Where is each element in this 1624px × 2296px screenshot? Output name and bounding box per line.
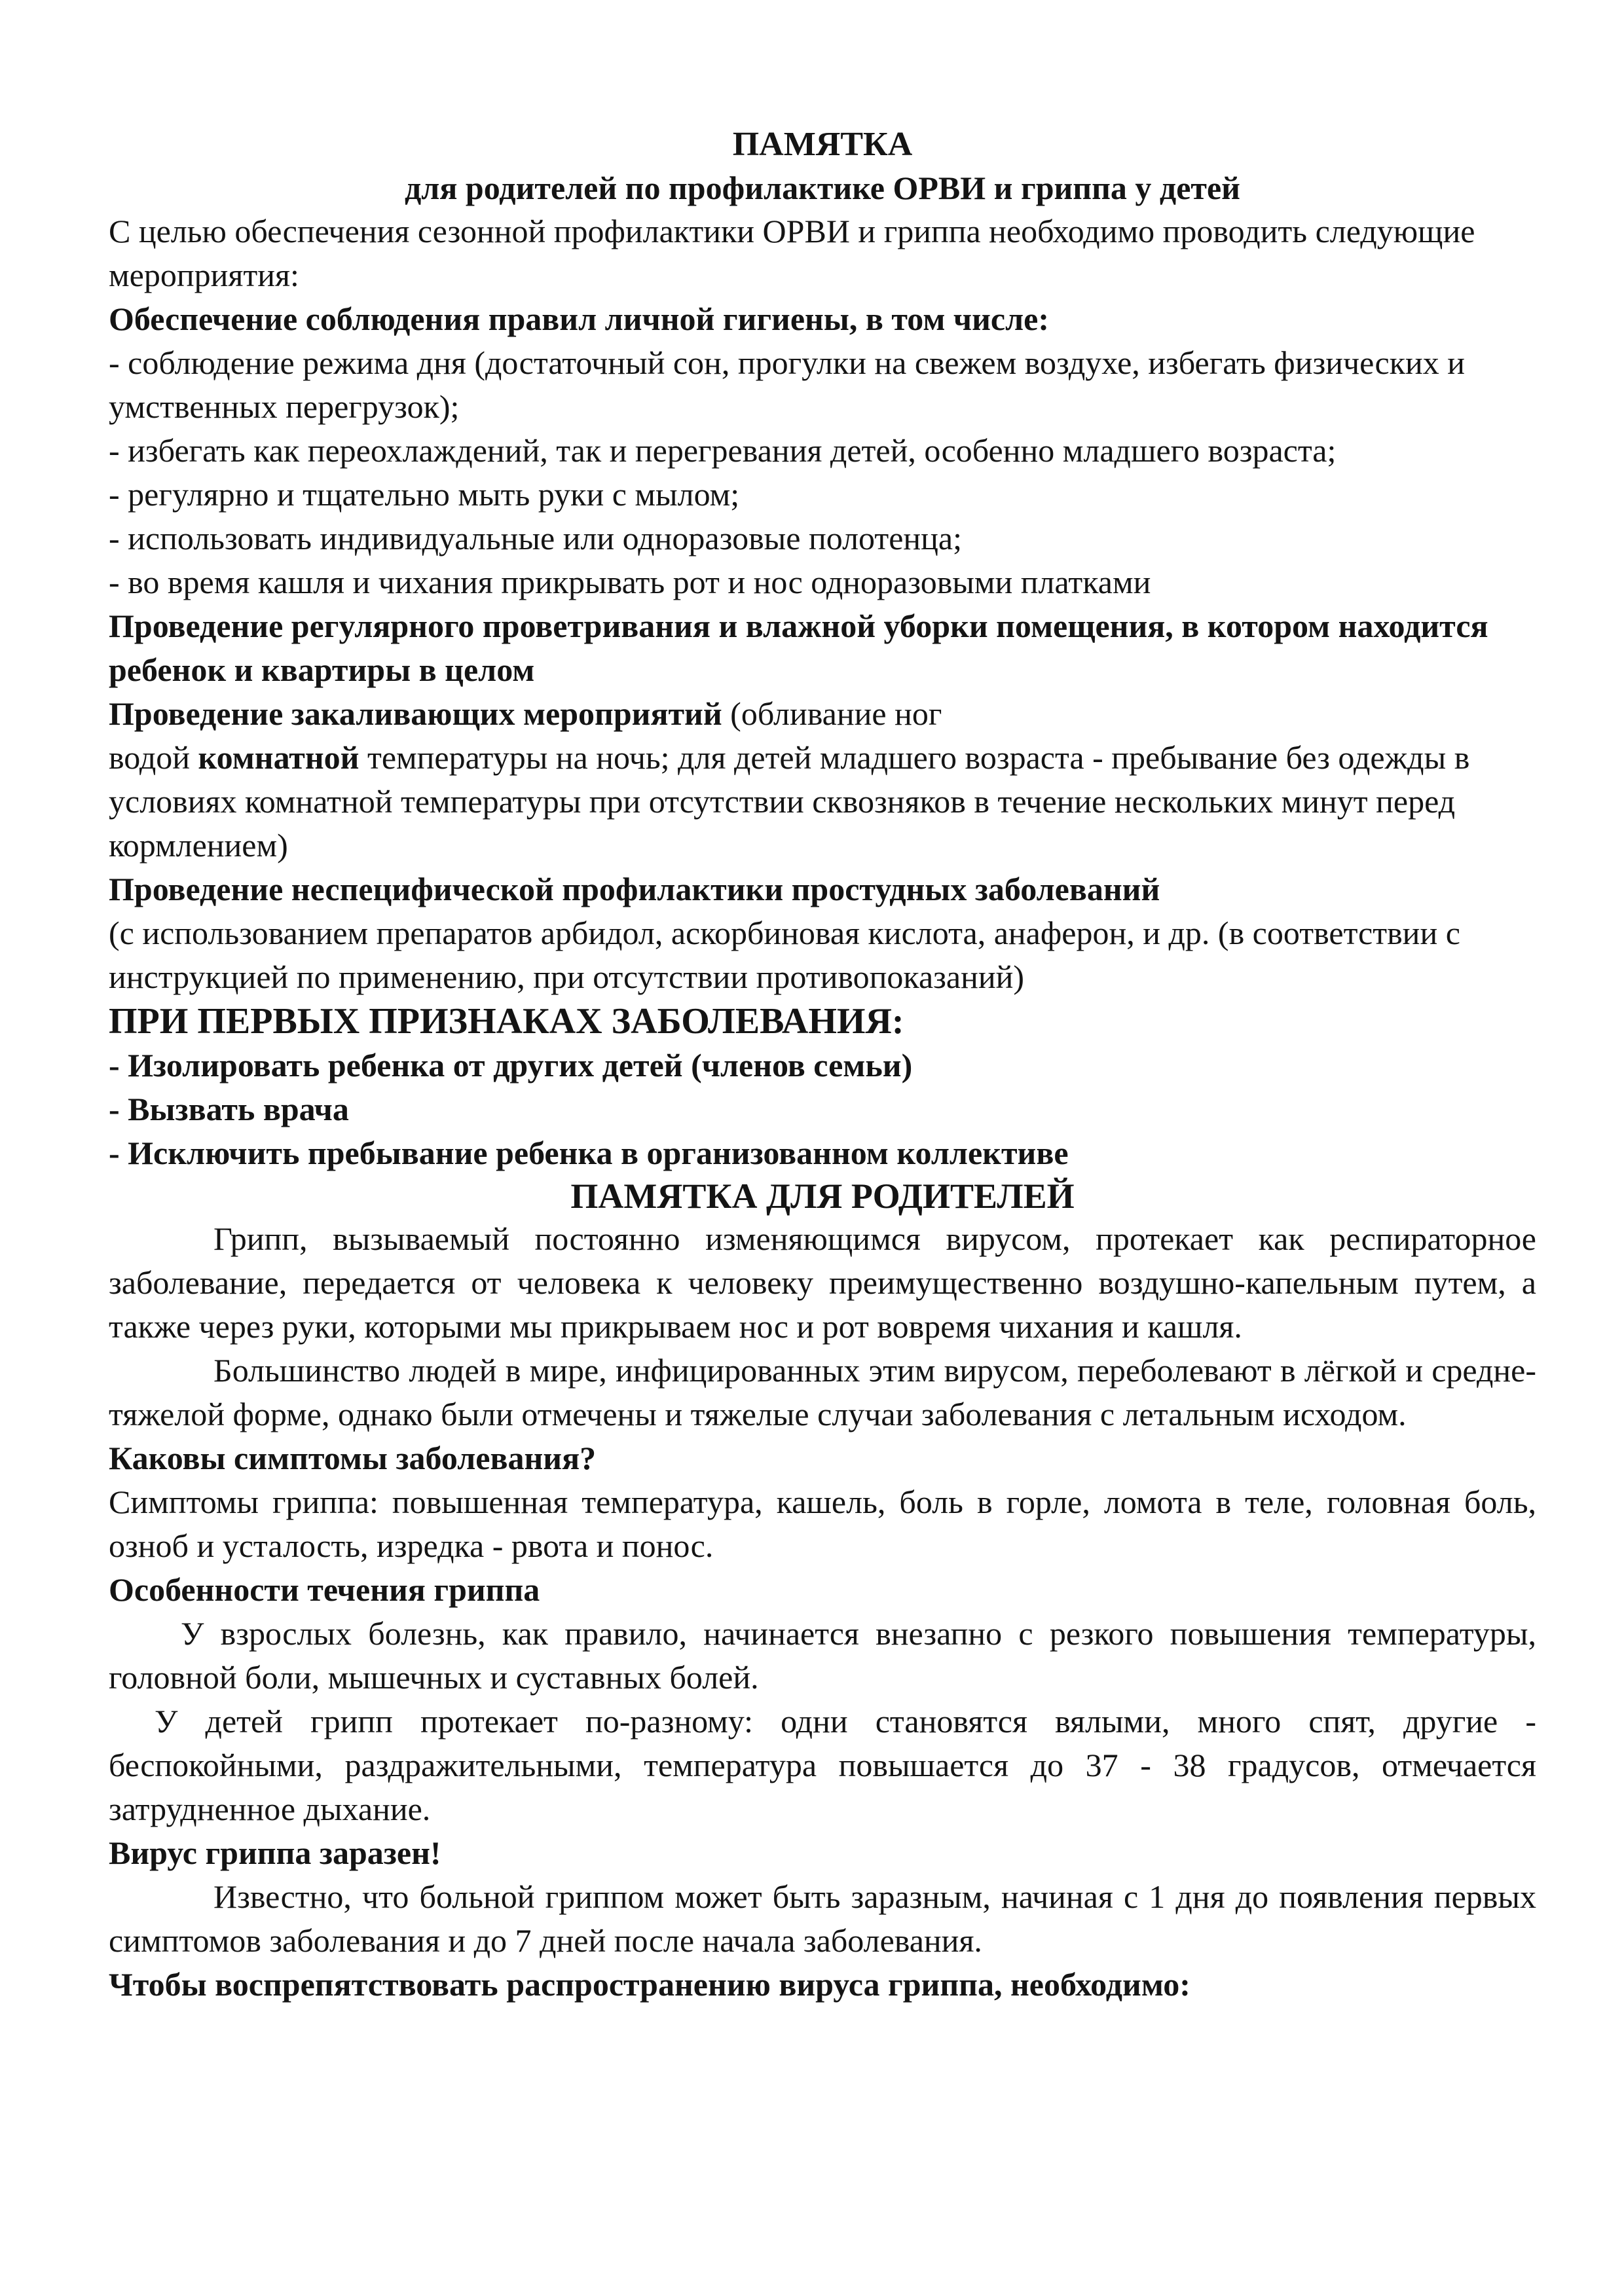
hygiene-heading: Обеспечение соблюдения правил личной гигиены, в том числе: bbox=[109, 301, 1050, 337]
contagious-heading: Вирус гриппа заразен! bbox=[109, 1834, 441, 1871]
nonspecific-heading: Проведение неспецифической профилактики простудных заболеваний bbox=[109, 871, 1160, 907]
symptoms-text: Симптомы гриппа: повышенная температура, кашель, боль в горле, ломота в теле, головная боль, озноб и усталость, изредка - рвота и понос. bbox=[109, 1484, 1536, 1564]
first-signs-item: - Изолировать ребенка от других детей (членов семьи) bbox=[109, 1047, 913, 1084]
hardening-text: (обливание ног bbox=[722, 695, 942, 732]
contagious-text: Известно, что больной гриппом может быть заразным, начиная с 1 дня до появления первых симптомов заболевания и до 7 дней после начала заболевания. bbox=[109, 1878, 1536, 1959]
course-paragraph: У детей грипп протекает по-разному: одни становятся вялыми, много спят, другие - беспокойными, раздражительными, температура повышается до 37 - 38 градусов, отмечается затрудненное дыхание. bbox=[109, 1703, 1536, 1827]
hardening-bold-word: комнатной bbox=[198, 739, 360, 776]
hardening-text: водой bbox=[109, 739, 198, 776]
hardening-text: температуры на ночь; для детей младшего возраста - пребывание без одежды в условиях комнатной температуры при отсутствии сквозняков в течение нескольких минут перед кормлением) bbox=[109, 739, 1470, 864]
hardening-paragraph bbox=[109, 692, 1536, 736]
hygiene-item: - соблюдение режима дня (достаточный сон, прогулки на свежем воздухе, избегать физических и умственных перегрузок); bbox=[109, 344, 1466, 425]
intro-paragraph: С целью обеспечения сезонной профилактики ОРВИ и гриппа необходимо проводить следующие мероприятия: bbox=[109, 213, 1475, 293]
first-signs-item: - Исключить пребывание ребенка в организованном коллективе bbox=[109, 1135, 1069, 1171]
hardening-heading: Проведение закаливающих мероприятий bbox=[109, 695, 722, 732]
symptoms-heading: Каковы симптомы заболевания? bbox=[109, 1440, 597, 1476]
document-content bbox=[109, 123, 1536, 2007]
ventilation-heading: Проведение регулярного проветривания и влажной уборки помещения, в котором находится ребенок и квартиры в целом bbox=[109, 608, 1488, 688]
first-signs-heading: ПРИ ПЕРВЫХ ПРИЗНАКАХ ЗАБОЛЕВАНИЯ: bbox=[109, 1001, 904, 1042]
memo2-title: ПАМЯТКА ДЛЯ РОДИТЕЛЕЙ bbox=[570, 1176, 1075, 1216]
prevent-heading: Чтобы воспрепятствовать распространению вируса гриппа, необходимо: bbox=[109, 1966, 1190, 2003]
nonspecific-text: (с использованием препаратов арбидол, аскорбиновая кислота, анаферон, и др. (в соответствии с инструкцией по применению, при отсутствии противопоказаний) bbox=[109, 915, 1460, 995]
memo2-paragraph: Грипп, вызываемый постоянно изменяющимся вирусом, протекает как респираторное заболевание, передается от человека к человеку преимущественно воздушно-капельным путем, а также через руки, которыми мы прикрываем нос и рот вовремя чихания и кашля. bbox=[109, 1220, 1536, 1345]
memo-subtitle: для родителей по профилактике ОРВИ и гриппа у детей bbox=[405, 170, 1240, 206]
course-paragraph: У взрослых болезнь, как правило, начинается внезапно с резкого повышения температуры, головной боли, мышечных и суставных болей. bbox=[109, 1615, 1536, 1696]
hygiene-item: - регулярно и тщательно мыть руки с мылом; bbox=[109, 476, 740, 513]
course-heading: Особенности течения гриппа bbox=[109, 1571, 540, 1608]
memo2-paragraph: Большинство людей в мире, инфицированных этим вирусом, переболевают в лёгкой и средне-тяжелой форме, однако были отмечены и тяжелые случаи заболевания с летальным исходом. bbox=[109, 1352, 1536, 1432]
hygiene-item: - во время кашля и чихания прикрывать рот и нос одноразовыми платками bbox=[109, 564, 1151, 600]
memo-title: ПАМЯТКА bbox=[732, 126, 913, 163]
hygiene-item: - использовать индивидуальные или одноразовые полотенца; bbox=[109, 520, 963, 556]
hygiene-item: - избегать как переохлаждений, так и перегревания детей, особенно младшего возраста; bbox=[109, 432, 1337, 469]
first-signs-item: - Вызвать врача bbox=[109, 1091, 349, 1127]
hardening-paragraph-continued bbox=[109, 736, 1536, 867]
